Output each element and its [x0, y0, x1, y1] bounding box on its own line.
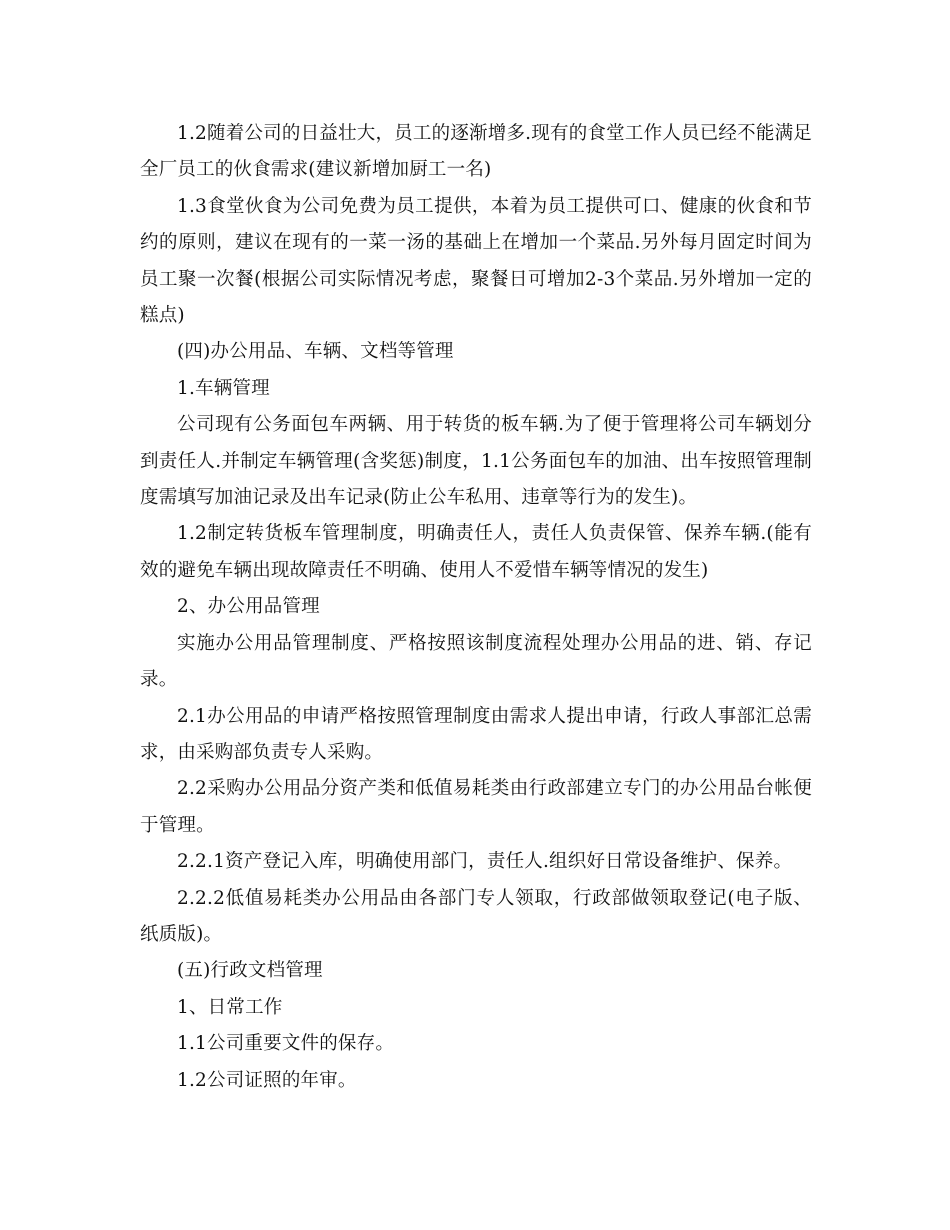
paragraph-1-2-license-review: 1.2公司证照的年审。 [177, 1069, 357, 1091]
subheading-vehicle-management: 1.车辆管理 [177, 377, 270, 399]
subheading-daily-work: 1、日常工作 [177, 996, 283, 1018]
paragraph-office-supplies-policy: 实施办公用品管理制度、严格按照该制度流程处理办公用品的进、销、存记录。 [140, 632, 812, 691]
document-body [140, 116, 812, 1099]
paragraph-2-2-1-asset-registration: 2.2.1资产登记入库，明确使用部门，责任人.组织好日常设备维护、保养。 [177, 851, 793, 873]
paragraph-2-1-supply-request: 2.1办公用品的申请严格按照管理制度由需求人提出申请，行政人事部汇总需求，由采购部负责专人采购。 [140, 705, 812, 763]
paragraph-1-3-canteen-meals: 1.3食堂伙食为公司免费为员工提供，本着为员工提供可口、健康的伙食和节约的原则，建议在现有的一菜一汤的基础上在增加一个菜品.另外每月固定时间为员工聚一次餐(根据公司实际情况考虑，聚餐日可增加2-3个菜品.另外增加一定的糕点) [140, 195, 812, 327]
paragraph-1-2-canteen-staff: 1.2随着公司的日益壮大，员工的逐渐增多.现有的食堂工作人员已经不能满足全厂员工的伙食需求(建议新增加厨工一名) [140, 123, 812, 181]
section-heading-4: (四)办公用品、车辆、文档等管理 [177, 341, 454, 363]
paragraph-1-1-file-storage: 1.1公司重要文件的保存。 [177, 1033, 395, 1055]
section-heading-5: (五)行政文档管理 [177, 960, 323, 982]
subheading-office-supplies: 2、办公用品管理 [177, 596, 320, 618]
paragraph-1-2-cart-management: 1.2制定转货板车管理制度，明确责任人，责任人负责保管、保养车辆.(能有效的避免车辆出现故障责任不明确、使用人不爱惜车辆等情况的发生) [140, 523, 812, 581]
paragraph-vehicle-overview: 公司现有公务面包车两辆、用于转货的板车辆.为了便于管理将公司车辆划分到责任人.并制定车辆管理(含奖惩)制度，1.1公务面包车的加油、出车按照管理制度需填写加油记录及出车记录(防止公车私用、违章等行为的发生)。 [140, 414, 812, 509]
paragraph-2-2-2-consumables: 2.2.2低值易耗类办公用品由各部门专人领取，行政部做领取登记(电子版、纸质版)。 [140, 887, 812, 945]
paragraph-2-2-procurement: 2.2采购办公用品分资产类和低值易耗类由行政部建立专门的办公用品台帐便于管理。 [140, 778, 812, 836]
